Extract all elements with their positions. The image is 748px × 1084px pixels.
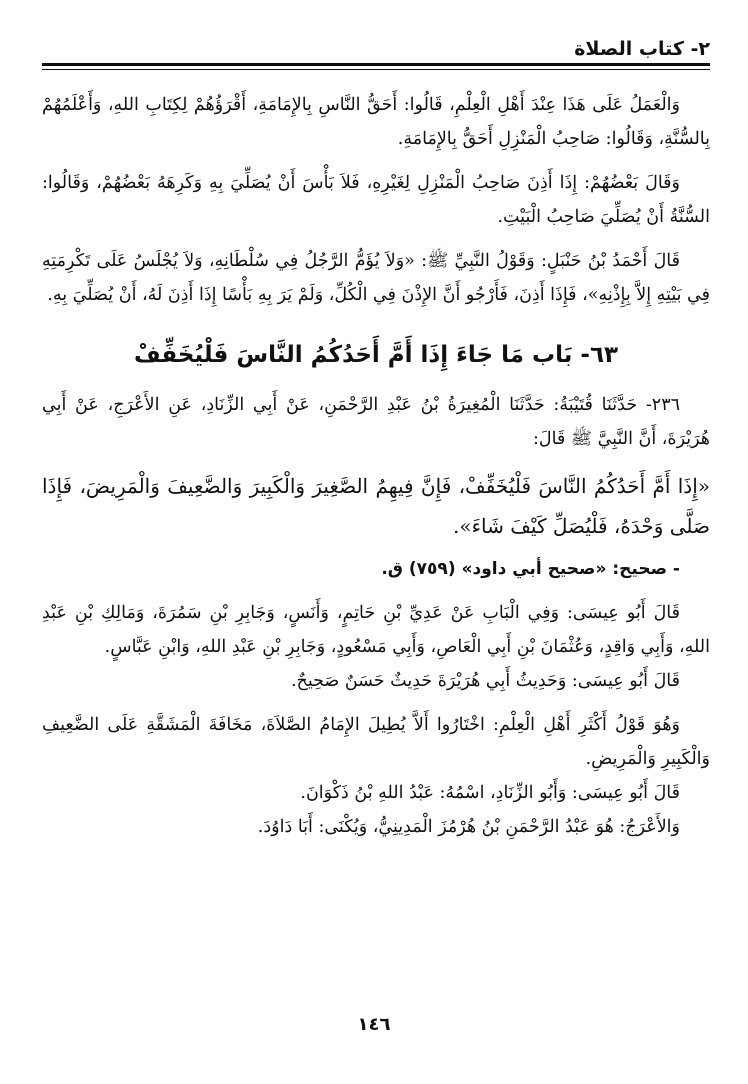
paragraph-ahmad-ibn-hanbal: قَالَ أَحْمَدُ بْنُ حَنْبَلٍ: وَقَوْلُ النَّبِيِّ ﷺ: «وَلاَ يُؤَمُّ الرَّجُلُ فِي سُلْطَانِهِ، وَلاَ يُجْلَسُ عَلَى تَكْرِمَتِهِ فِي بَيْتِهِ إِلاَّ بِإِذْنِهِ»، فَإِذَا أَذِنَ، فَأَرْجُو أَنَّ الإِذْنَ فِي الْكُلِّ، وَلَمْ يَرَ بِهِ بَأْسًا إِذَا أَذِنَ لَهُ، أَنْ يُصَلِّيَ بِهِ. bbox=[42, 251, 710, 305]
paragraph-abu-zinad-name: قَالَ أَبُو عِيسَى: وَأَبُو الزِّنَادِ، اسْمُهُ: عَبْدُ اللهِ بْنُ ذَكْوَانَ. bbox=[300, 783, 680, 803]
page-header bbox=[42, 30, 710, 62]
paragraph-other-narrators: قَالَ أَبُو عِيسَى: وَفِي الْبَابِ عَنْ عَدِيِّ بْنِ حَاتِمٍ، وَأَنَسٍ، وَجَابِرِ بْنِ سَمُرَةَ، وَمَالِكِ بْنِ عَبْدِ اللهِ، وَأَبِي وَاقِدٍ، وَعُثْمَانَ بْنِ أَبِي الْعَاصِ، وَأَبِي مَسْعُودٍ، وَجَابِرِ بْنِ عَبْدِ اللهِ، وَابْنِ عَبَّاسٍ. bbox=[42, 603, 710, 657]
paragraph-scholars-practice: وَالْعَمَلُ عَلَى هَذَا عِنْدَ أَهْلِ الْعِلْمِ، قَالُوا: أَحَقُّ النَّاسِ بِالإِمَامَةِ، أَقْرَؤُهُمْ لِكِتَابِ اللهِ، وَأَعْلَمُهُمْ بِالسُّنَّةِ، وَقَالُوا: صَاحِبُ الْمَنْزِلِ أَحَقُّ بِالإِمَامَةِ. bbox=[42, 95, 710, 149]
paragraph-host-permission: وَقَالَ بَعْضُهُمْ: إِذَا أَذِنَ صَاحِبُ الْمَنْزِلِ لِغَيْرِهِ، فَلاَ بَأْسَ أَنْ يُصَلِّيَ بِهِ وَكَرِهَهُ بَعْضُهُمْ، وَقَالُوا: السُّنَّةُ أَنْ يُصَلِّيَ صَاحِبُ الْبَيْتِ. bbox=[42, 173, 710, 227]
chapter-heading: ٦٣- بَاب مَا جَاءَ إِذَا أَمَّ أَحَدُكُمُ النَّاسَ فَلْيُخَفِّفْ bbox=[133, 342, 619, 368]
hadith-grading: - صحيح: «صحيح أبي داود» (٧٥٩) ق. bbox=[381, 559, 680, 579]
header-rule-thick bbox=[42, 63, 710, 66]
header-rule-thin bbox=[42, 69, 710, 70]
paragraph-scholars-opinion: وَهُوَ قَوْلُ أَكْثَرِ أَهْلِ الْعِلْمِ: اخْتَارُوا أَلاَّ يُطِيلَ الإِمَامُ الصَّلاَةَ، مَخَافَةَ الْمَشَقَّةِ عَلَى الضَّعِيفِ وَالْكَبِيرِ وَالْمَرِيضِ. bbox=[42, 715, 710, 769]
page-body bbox=[42, 88, 710, 844]
paragraph-hadith-ruling: قَالَ أَبُو عِيسَى: وَحَدِيثُ أَبِي هُرَيْرَةَ حَدِيثٌ حَسَنٌ صَحِيحٌ. bbox=[290, 671, 680, 691]
hadith-isnad: ٢٣٦- حَدَّثَنَا قُتَيْبَةُ: حَدَّثَنَا الْمُغِيرَةُ بْنُ عَبْدِ الرَّحْمَنِ، عَنْ أَبِي الزِّنَادِ، عَنِ الأَعْرَجِ، عَنْ أَبِي هُرَيْرَةَ، أَنَّ النَّبِيَّ ﷺ قَالَ: bbox=[42, 395, 710, 449]
running-head: ٢- كتاب الصلاة bbox=[574, 38, 710, 60]
paragraph-araj-name: وَالأَعْرَجُ: هُوَ عَبْدُ الرَّحْمَنِ بْنُ هُرْمُزَ الْمَدِينِيُّ، وَيُكْنَى: أَبَا دَاوُدَ. bbox=[257, 817, 680, 837]
hadith-matn: «إِذَا أَمَّ أَحَدُكُمُ النَّاسَ فَلْيُخَفِّفْ، فَإِنَّ فِيهِمُ الصَّغِيرَ وَالْكَبِيرَ وَالضَّعِيفَ وَالْمَرِيضَ، فَإِذَا صَلَّى وَحْدَهُ، فَلْيُصَلِّ كَيْفَ شَاءَ». bbox=[42, 474, 710, 538]
page-number: ١٤٦ bbox=[357, 1014, 391, 1035]
